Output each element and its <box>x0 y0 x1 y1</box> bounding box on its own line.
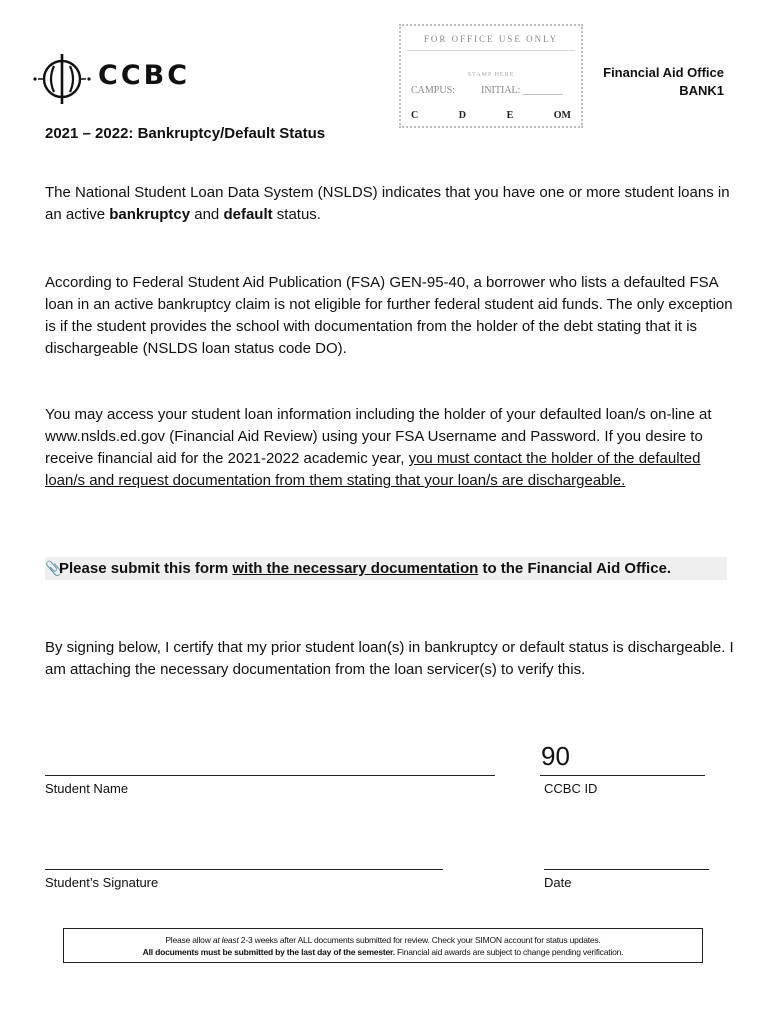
office-heading <box>603 64 724 100</box>
title-year: 2021 – 2022 <box>45 125 129 142</box>
ccbc-id-field[interactable] <box>540 775 705 776</box>
footer-line-1 <box>64 934 702 946</box>
document-title <box>45 125 325 142</box>
stamp-codes <box>411 110 571 121</box>
ccbc-id-value[interactable]: 90 <box>541 741 570 771</box>
date-label: Date <box>544 875 572 890</box>
student-name-label: Student Name <box>45 781 129 796</box>
nslds-paragraph <box>45 182 735 226</box>
loan-access-paragraph <box>45 404 735 492</box>
p1-text-1: The National Student Loan Data System (NSLDS) indicates that you have one or more student loans in an active <box>45 184 730 223</box>
p1-text-3: status. <box>272 206 321 223</box>
footer-line-2 <box>64 946 702 958</box>
stamp-title: FOR OFFICE USE ONLY <box>423 34 559 44</box>
paperclip-icon: 📎 <box>45 560 63 576</box>
stamp-campus-label: CAMPUS: <box>411 85 455 96</box>
footer-notice-box <box>63 928 703 963</box>
office-use-stamp-box <box>399 24 583 128</box>
logo-text: CCBC <box>98 60 191 91</box>
student-signature-label: Student’s Signature <box>45 875 159 890</box>
notice-underlined: with the necessary documentation <box>232 560 479 577</box>
stamp-code-e: E <box>506 110 514 121</box>
stamp-code-c: C <box>411 110 419 121</box>
p1-bold-bankruptcy: bankruptcy <box>109 206 191 223</box>
stamp-divider <box>407 50 575 51</box>
footer-l2-text: Financial aid awards are subject to change pending verification. <box>394 947 624 957</box>
stamp-here-label: STAMP HERE <box>467 72 515 78</box>
submit-notice <box>45 557 727 580</box>
office-name: Financial Aid Office <box>603 65 724 80</box>
notice-text-1: Please submit this form <box>59 560 233 577</box>
p1-bold-default: default <box>223 206 273 223</box>
form-code: BANK1 <box>679 83 724 98</box>
student-signature-field[interactable] <box>45 869 443 870</box>
notice-text-2: to the Financial Aid Office. <box>478 560 672 577</box>
stamp-code-d: D <box>458 110 467 121</box>
stamp-initial-label: INITIAL: ________ <box>481 85 563 96</box>
footer-l1-text-c: 2-3 weeks after ALL documents submitted for review. Check your SIMON account for status updates. <box>238 935 601 945</box>
student-name-field[interactable] <box>45 775 495 776</box>
footer-l1-italic: at least <box>212 935 239 945</box>
p3-text: You may access your student loan information including the holder of your defaulted loan/s on-line at www.nslds.ed.gov (Financial Aid Review) using your FSA Username and Password. If you desire to receive financial aid for the 2021-2022 academic year, <box>45 406 712 467</box>
p3-underlined-instruction: you must contact the holder of the defaulted loan/s and request documentation from them stating that your loan/s are dischargeable. <box>45 450 701 489</box>
ccbc-id-label: CCBC ID <box>544 781 598 796</box>
p1-text-2: and <box>190 206 224 223</box>
footer-l2-bold: All documents must be submitted by the last day of the semester. <box>142 947 395 957</box>
footer-l1-text-a: Please allow <box>165 935 213 945</box>
title-text: : Bankruptcy/Default Status <box>128 125 326 142</box>
stamp-code-om: OM <box>553 110 571 121</box>
certification-paragraph: By signing below, I certify that my prior student loan(s) in bankruptcy or default status is dischargeable. I am attaching the necessary documentation from the loan servicer(s) to verify this. <box>45 639 734 678</box>
date-field[interactable] <box>544 869 709 870</box>
fsa-publication-paragraph: According to Federal Student Aid Publication (FSA) GEN-95-40, a borrower who lists a defaulted FSA loan in an active bankruptcy claim is not eligible for further federal student aid funds. The only exception is if the student provides the school with documentation from the holder of the debt stating that it is dischargeable (NSLDS loan status code DO). <box>45 274 733 357</box>
